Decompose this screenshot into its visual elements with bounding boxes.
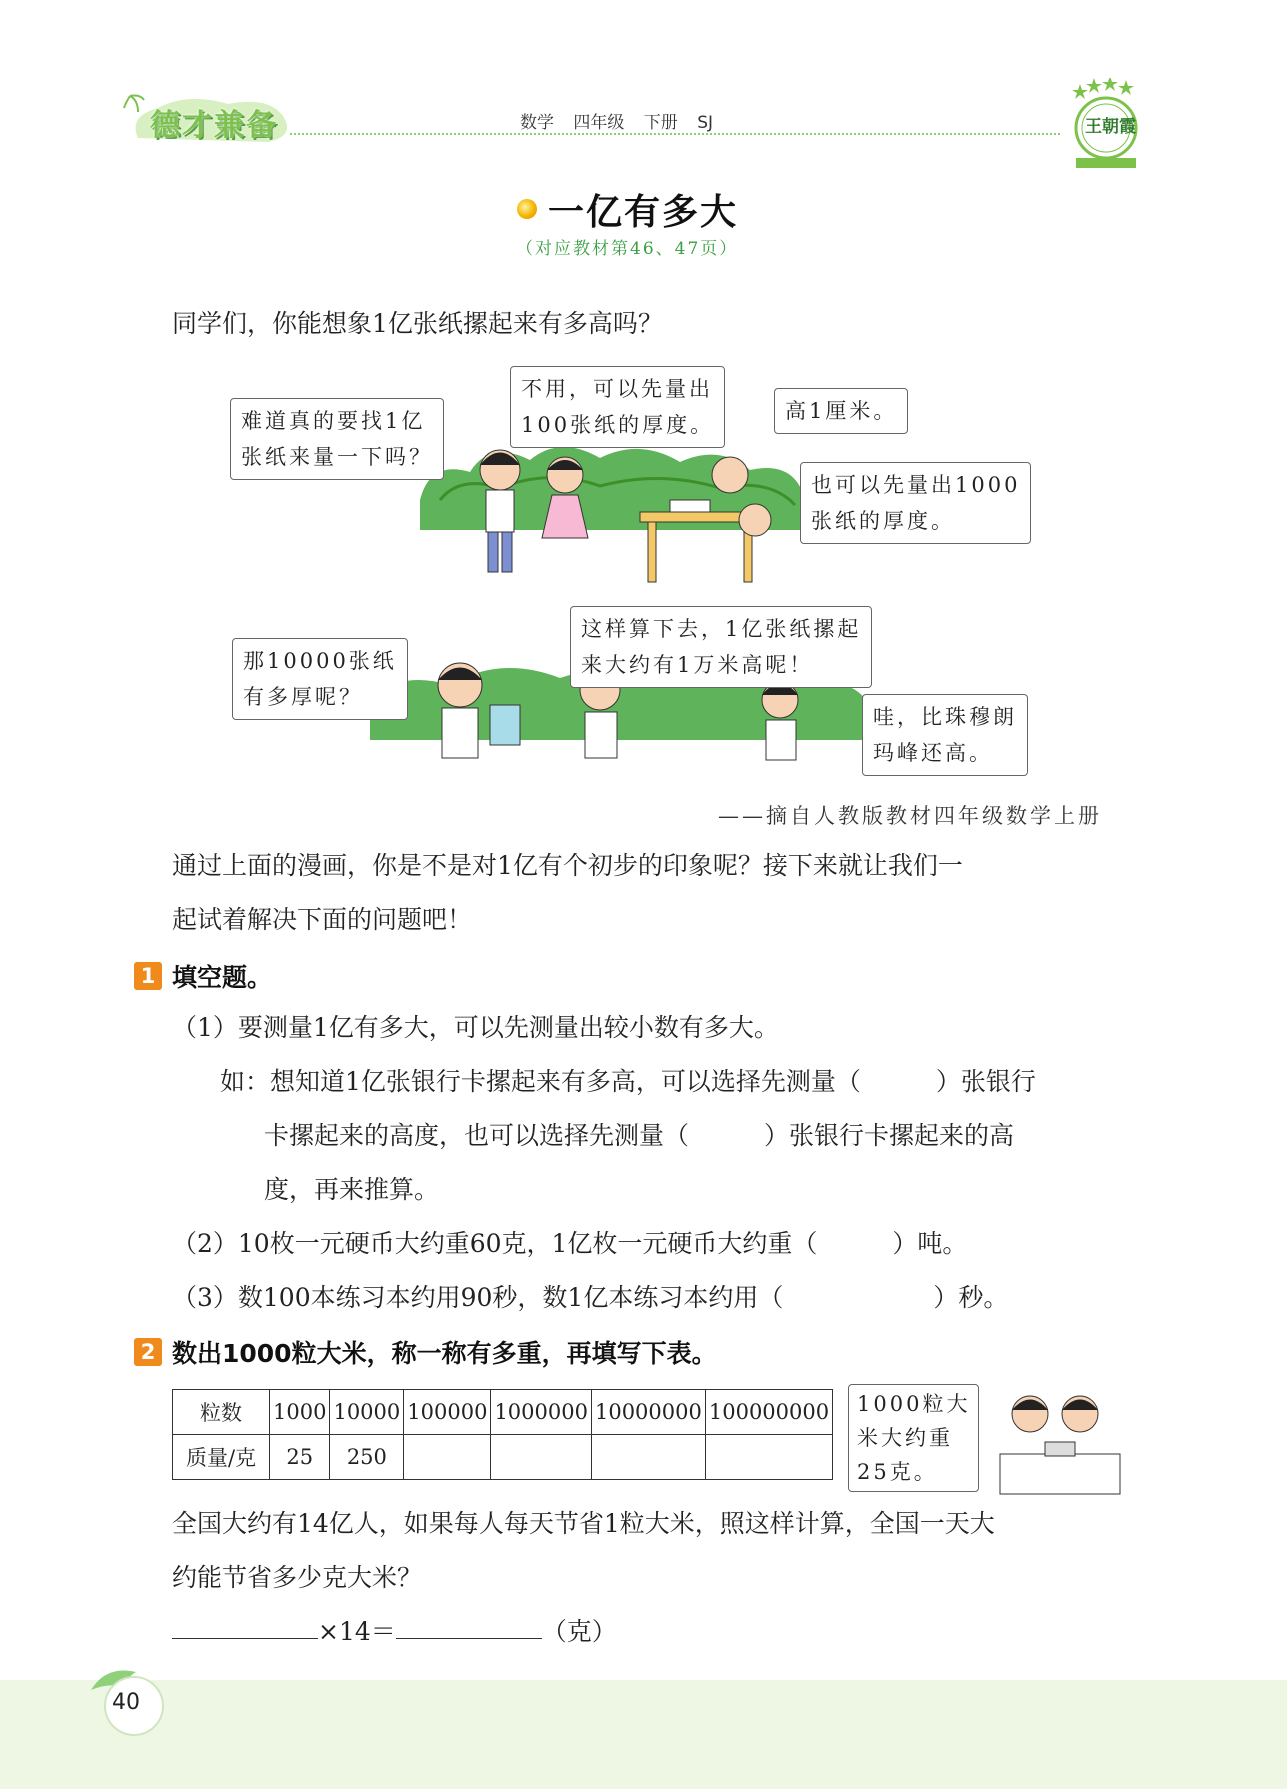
table-header-cell: 粒数 <box>173 1390 270 1435</box>
speech-bubble-2: 不用，可以先量出 100张纸的厚度。 <box>510 366 725 448</box>
table-input-cell[interactable] <box>705 1435 832 1480</box>
answer-blank-2[interactable] <box>396 1637 542 1639</box>
question-1-title: 填空题。 <box>172 963 273 992</box>
answer-blank-1[interactable] <box>172 1637 318 1639</box>
speech-bubble-4: 也可以先量出1000 张纸的厚度。 <box>800 462 1031 544</box>
logo-text: 德才兼备 <box>150 108 278 143</box>
q1-line-6: （3）数100本练习本约用90秒，数1亿本练习本约用（ ）秒。 <box>172 1283 1009 1312</box>
speech-bubble-6: 这样算下去，1亿张纸摞起 来大约有1万米高呢！ <box>570 606 872 688</box>
title-bullet-icon <box>517 199 537 219</box>
table-cell: 25 <box>270 1435 330 1480</box>
q2-question-line-1: 全国大约有14亿人，如果每人每天节省1粒大米，照这样计算，全国一天大 <box>172 1509 995 1538</box>
table-input-cell[interactable] <box>404 1435 491 1480</box>
question-1-number: 1 <box>134 962 162 990</box>
table-cell: 100000000 <box>705 1390 832 1435</box>
q1-line-1: （1）要测量1亿有多大，可以先测量出较小数有多大。 <box>172 1013 779 1042</box>
footer-band <box>0 1680 1287 1789</box>
speech-bubble-3: 高1厘米。 <box>774 388 908 434</box>
q1-line-3: 卡摞起来的高度，也可以选择先测量（ ）张银行卡摞起来的高 <box>264 1121 1015 1150</box>
table-cell: 10000000 <box>591 1390 705 1435</box>
table-cell: 100000 <box>404 1390 491 1435</box>
page-title: 一亿有多大 <box>548 192 739 233</box>
formula-unit: （克） <box>541 1617 617 1646</box>
speech-bubble-7: 哇，比珠穆朗 玛峰还高。 <box>862 694 1028 776</box>
table-cell: 1000000 <box>491 1390 592 1435</box>
page-subtitle: （对应教材第46、47页） <box>516 239 739 259</box>
table-row <box>173 1390 833 1435</box>
q1-line-5: （2）10枚一元硬币大约重60克，1亿枚一元硬币大约重（ ）吨。 <box>172 1229 968 1258</box>
table-input-cell[interactable] <box>591 1435 705 1480</box>
header-divider <box>290 133 1060 135</box>
transition-line-1: 通过上面的漫画，你是不是对1亿有个初步的印象呢？接下来就让我们一 <box>172 851 963 880</box>
q2-formula <box>172 1616 617 1647</box>
question-2-title: 数出1000粒大米，称一称有多重，再填写下表。 <box>172 1339 717 1368</box>
speech-bubble-1: 难道真的要找1亿 张纸来量一下吗？ <box>230 398 444 480</box>
comic-source: ——摘自人教版教材四年级数学上册 <box>718 804 1102 828</box>
table-header-cell: 质量/克 <box>173 1435 270 1480</box>
seal-text: 王朝霞 <box>1085 117 1136 137</box>
q1-line-4: 度，再来推算。 <box>264 1175 440 1204</box>
table-cell: 250 <box>330 1435 404 1480</box>
speech-bubble-5: 那10000张纸 有多厚呢？ <box>232 638 408 720</box>
rice-table <box>172 1389 833 1480</box>
table-cell: 1000 <box>270 1390 330 1435</box>
q1-line-2: 如：想知道1亿张银行卡摞起来有多高，可以选择先测量（ ）张银行 <box>220 1067 1036 1096</box>
question-2-number: 2 <box>134 1338 162 1366</box>
formula-operator: ×14＝ <box>318 1617 396 1646</box>
intro-text: 同学们，你能想象1亿张纸摞起来有多高吗？ <box>172 309 663 338</box>
header-book-info: 数学 四年级 下册 SJ <box>520 113 714 133</box>
rice-speech-bubble: 1000粒大 米大约重 25克。 <box>848 1384 979 1492</box>
table-row <box>173 1435 833 1480</box>
transition-line-2: 起试着解决下面的问题吧！ <box>172 905 473 934</box>
table-cell: 10000 <box>330 1390 404 1435</box>
q2-question-line-2: 约能节省多少克大米？ <box>172 1563 423 1592</box>
table-input-cell[interactable] <box>491 1435 592 1480</box>
kids-weighing-illustration <box>990 1384 1130 1504</box>
page-number: 40 <box>112 1690 140 1715</box>
